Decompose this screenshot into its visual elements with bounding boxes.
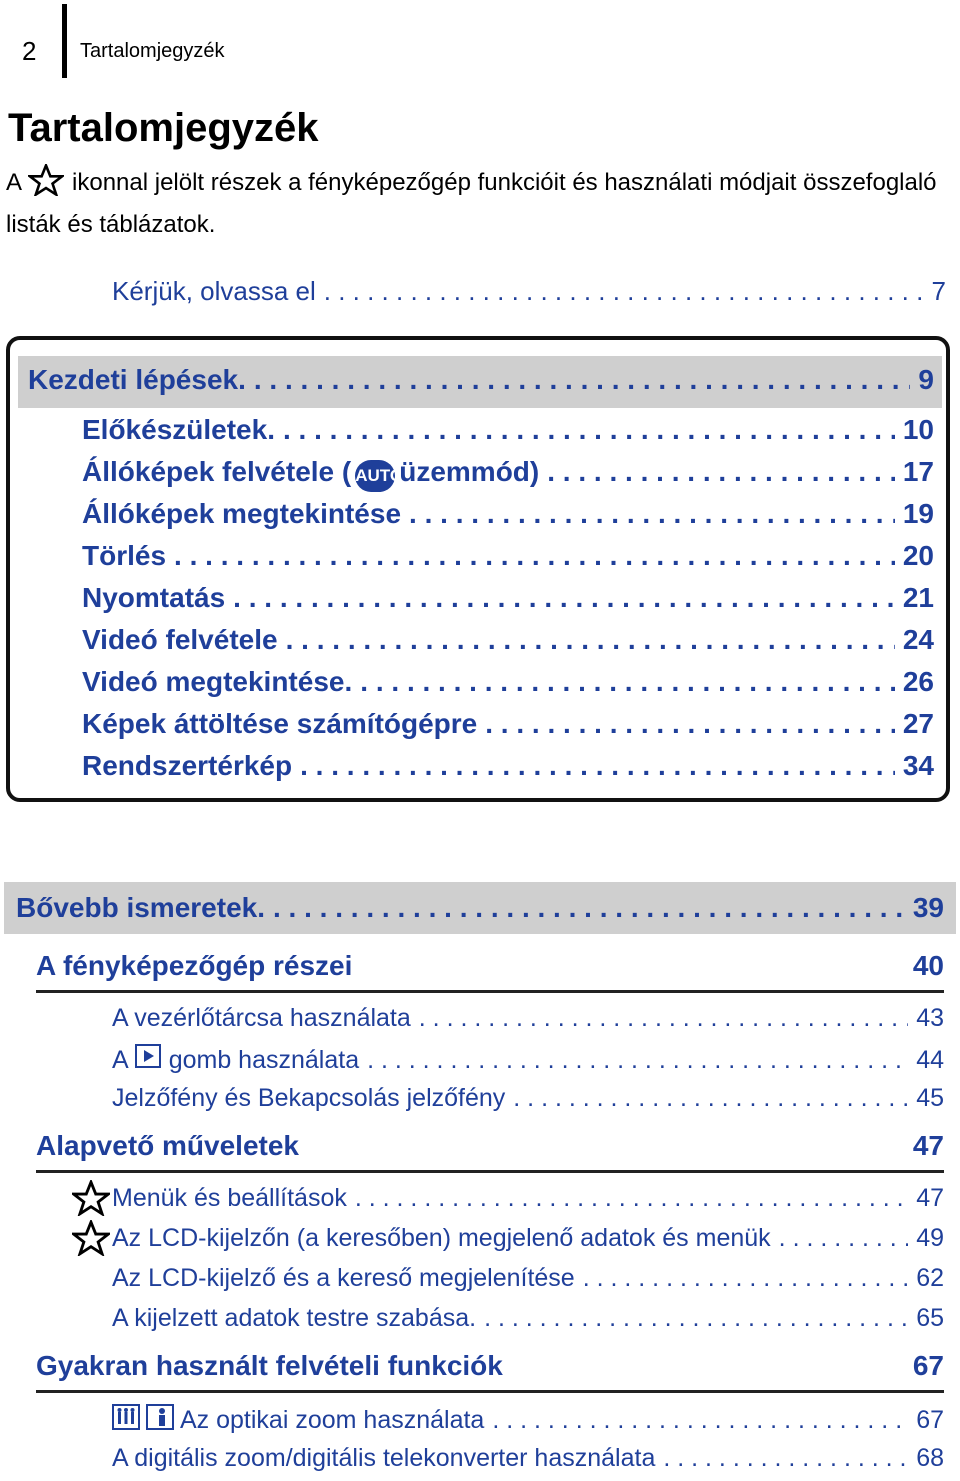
toc-item-control-dial[interactable]: A vezérlőtárcsa használata . . . 43 (112, 1004, 944, 1033)
toc-item-lcd-info[interactable]: Az LCD-kijelzőn (a keresőben) megjelenő adatok és menük . . . 49 (112, 1224, 944, 1253)
toc-item-play-button[interactable]: A gomb használata . . . 44 (112, 1044, 944, 1075)
toc-getting-started-heading[interactable]: Kezdeti lépések. . . . 9 (28, 364, 934, 396)
page-number: 2 (22, 36, 37, 66)
toc-item-erasing[interactable]: Törlés . . . 20 (82, 540, 934, 572)
toc-read-first[interactable]: Kérjük, olvassa el . . . 7 (112, 276, 946, 307)
toc-section-camera-parts[interactable]: A fényképezőgép részei 40 (36, 950, 944, 981)
toc-item-digital-zoom[interactable]: A digitális zoom/digitális telekonverter használata . . . 68 (112, 1444, 944, 1473)
toc-item-customize-display[interactable]: A kijelzett adatok testre szabása. . . . 65 (112, 1304, 944, 1333)
toc-item-preparations[interactable]: Előkészületek. . . . 10 (82, 414, 934, 446)
star-outline-icon (72, 1180, 110, 1221)
toc-item-indicator[interactable]: Jelzőfény és Bekapcsolás jelzőfény . . . 45 (112, 1084, 944, 1113)
toc-item-lcd-display[interactable]: Az LCD-kijelző és a kereső megjelenítése . . . 62 (112, 1264, 944, 1293)
zoom-wide-icon (112, 1404, 140, 1430)
toc-section-basic-operations[interactable]: Alapvető műveletek 47 (36, 1130, 944, 1161)
toc-section-shooting-functions[interactable]: Gyakran használt felvételi funkciók 67 (36, 1350, 944, 1381)
intro-text: A ikonnal jelölt részek a fényképezőgép funkcióit és használati módjait összefoglaló listák és táblázatok. (6, 164, 951, 243)
play-button-icon (135, 1044, 161, 1068)
toc-more-info-heading[interactable]: Bővebb ismeretek. . . . 39 (16, 892, 944, 924)
page-title: Tartalomjegyzék (8, 106, 319, 150)
toc-item-printing[interactable]: Nyomtatás . . . 21 (82, 582, 934, 614)
header-divider (62, 4, 67, 78)
toc-item-system-map[interactable]: Rendszertérkép . . . 34 (82, 750, 934, 782)
toc-item-movie-shooting[interactable]: Videó felvétele . . . 24 (82, 624, 934, 656)
section-underline (36, 1390, 944, 1393)
toc-item-transfer[interactable]: Képek áttöltése számítógépre . . . 27 (82, 708, 934, 740)
section-underline (36, 1170, 944, 1173)
toc-item-optical-zoom[interactable]: Az optikai zoom használata . . . 67 (112, 1404, 944, 1435)
star-outline-icon (28, 164, 64, 207)
auto-mode-icon: AUTO (355, 460, 395, 492)
toc-item-menus[interactable]: Menük és beállítások . . . 47 (112, 1184, 944, 1213)
toc-item-still-viewing[interactable]: Állóképek megtekintése . . . 19 (82, 498, 934, 530)
section-underline (36, 990, 944, 993)
zoom-tele-icon (146, 1404, 174, 1430)
toc-item-movie-viewing[interactable]: Videó megtekintése. . . . 26 (82, 666, 934, 698)
toc-item-still-shooting[interactable]: Állóképek felvétele ( AUTO üzemmód) . . . 17 (82, 456, 934, 492)
header-section-title: Tartalomjegyzék (80, 40, 225, 62)
star-outline-icon (72, 1220, 110, 1261)
